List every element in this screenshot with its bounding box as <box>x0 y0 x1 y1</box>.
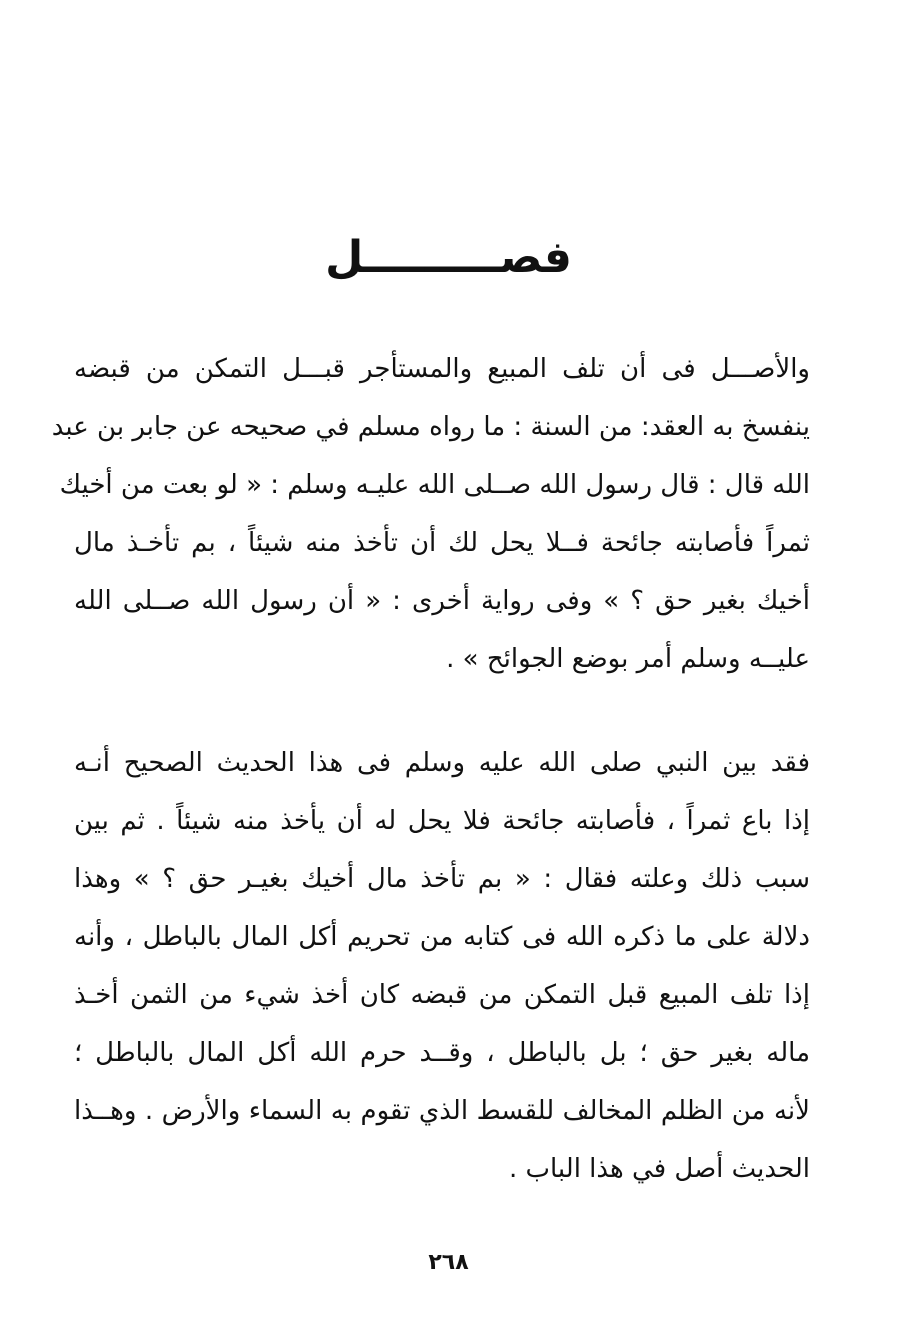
text-line: ثمراً فأصابته جائحة فــلا يحل لك أن تأخذ منه شيئاً ، بم تأخـذ مال <box>74 528 810 558</box>
text-line: الله قال : قال رسول الله صــلى الله عليـه وسلم : « لو بعت من أخيك <box>59 470 810 500</box>
paragraph-2 <box>74 734 810 1198</box>
text-line: إذا تلف المبيع قبل التمكن من قبضه كان أخذ شيء من الثمن أخـذ <box>74 980 810 1010</box>
paragraph-1 <box>51 340 810 688</box>
text-line: فقد بين النبي صلى الله عليه وسلم فى هذا الحديث الصحيح أنـه <box>74 748 810 778</box>
text-line: إذا باع ثمراً ، فأصابته جائحة فلا يحل له أن يأخذ منه شيئاً . ثم بين <box>74 806 810 836</box>
section-heading: فصـــــــــل <box>325 232 572 283</box>
text-line: ماله بغير حق ؛ بل بالباطل ، وقــد حرم الله أكل المال بالباطل ؛ <box>74 1038 810 1068</box>
text-line: ينفسخ به العقد: من السنة : ما رواه مسلم في صحيحه عن جابر بن عبد <box>51 412 810 442</box>
text-line: سبب ذلك وعلته فقال : « بم تأخذ مال أخيك بغيـر حق ؟ » وهذا <box>74 864 810 894</box>
text-line: والأصـــل فى أن تلف المبيع والمستأجر قبـــل التمكن من قبضه <box>74 354 810 384</box>
text-line: لأنه من الظلم المخالف للقسط الذي تقوم به السماء والأرض . وهــذا <box>74 1096 810 1126</box>
text-line: أخيك بغير حق ؟ » وفى رواية أخرى : « أن رسول الله صــلى الله <box>74 586 810 616</box>
text-line: دلالة على ما ذكره الله فى كتابه من تحريم أكل المال بالباطل ، وأنه <box>74 922 810 952</box>
text-line: الحديث أصل في هذا الباب . <box>509 1154 810 1184</box>
page-number: ٢٦٨ <box>428 1250 469 1275</box>
text-line: عليــه وسلم أمر بوضع الجوائح » . <box>446 644 810 674</box>
